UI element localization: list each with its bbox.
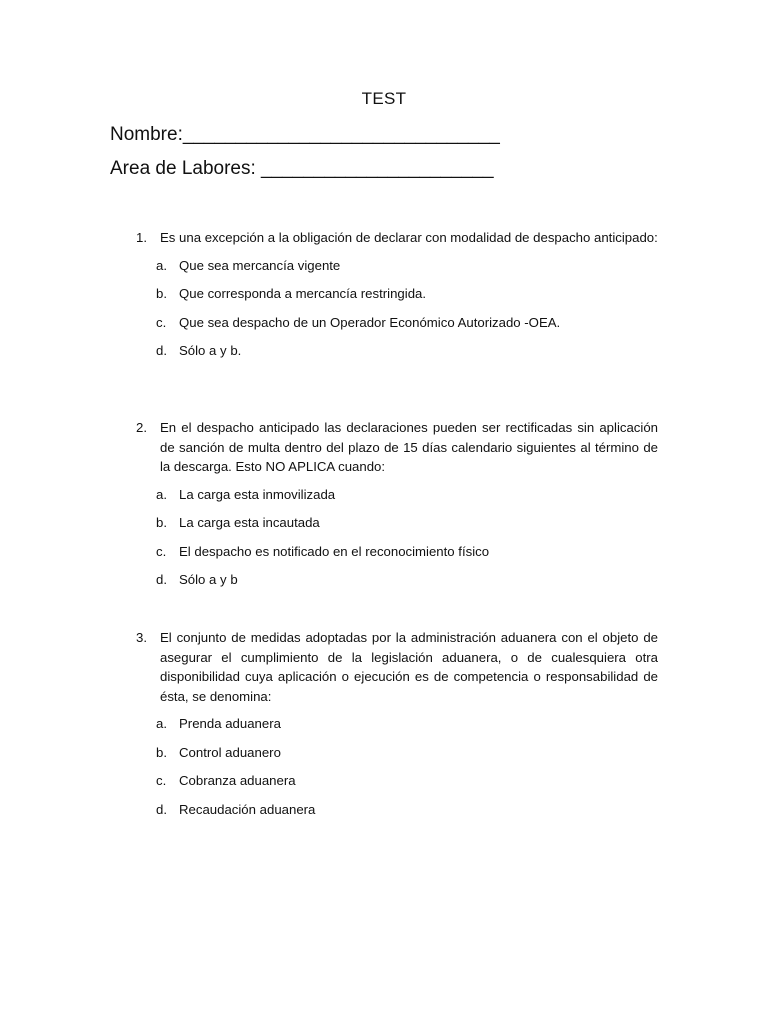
option-c	[156, 313, 658, 342]
option-b	[156, 284, 658, 313]
option-text: Sólo a y b	[179, 572, 238, 588]
question-stem	[136, 418, 658, 477]
option-text: Que sea despacho de un Operador Económico Autorizado -OEA.	[179, 314, 561, 330]
option-letter: c.	[156, 773, 167, 789]
question-number: 2.	[136, 420, 147, 435]
option-list	[136, 485, 658, 599]
option-b	[156, 513, 658, 542]
option-text: Sólo a y b.	[179, 343, 242, 359]
question-text: En el despacho anticipado las declaraciones pueden ser rectificadas sin aplicación de sanción de multa dentro del plazo de 15 días calendario siguientes al término de la descarga. Esto NO APLICA cuando:	[160, 420, 658, 474]
option-letter: c.	[156, 543, 167, 559]
question-text: Es una excepción a la obligación de declarar con modalidad de despacho anticipado:	[160, 230, 658, 245]
option-letter: b.	[156, 515, 167, 531]
option-letter: b.	[156, 286, 167, 302]
question-2	[136, 418, 658, 599]
question-3	[136, 628, 658, 828]
option-c	[156, 771, 658, 800]
question-1	[136, 228, 658, 370]
question-number: 1.	[136, 230, 147, 245]
option-d	[156, 341, 658, 370]
page-title: TEST	[361, 89, 407, 108]
option-text: Control aduanero	[179, 744, 281, 760]
option-letter: a.	[156, 486, 167, 502]
option-letter: a.	[156, 257, 167, 273]
option-letter: d.	[156, 343, 167, 359]
question-stem	[136, 228, 658, 248]
option-text: Prenda aduanera	[179, 716, 281, 731]
option-d	[156, 570, 658, 599]
option-list	[136, 256, 658, 370]
question-text: El conjunto de medidas adoptadas por la administración aduanera con el objeto de asegurar el cumplimiento de la legislación aduanera, o de cualesquiera otra disponibilidad cuya aplicación o ejecución es de competencia o responsabilidad de ésta, se denomina:	[160, 630, 658, 704]
option-a	[156, 485, 658, 514]
option-b	[156, 743, 658, 772]
option-text: Cobranza aduanera	[179, 773, 296, 789]
option-letter: d.	[156, 801, 167, 817]
option-list	[136, 714, 658, 828]
option-a	[156, 714, 658, 743]
option-letter: d.	[156, 572, 167, 588]
option-text: Que corresponda a mercancía restringida.	[179, 286, 427, 302]
option-c	[156, 542, 658, 571]
option-text: La carga esta incautada	[179, 515, 320, 531]
option-text: El despacho es notificado en el reconocimiento físico	[179, 543, 490, 559]
option-letter: b.	[156, 744, 167, 760]
option-a	[156, 256, 658, 285]
option-letter: a.	[156, 716, 167, 731]
question-number: 3.	[136, 630, 147, 645]
option-letter: c.	[156, 314, 167, 330]
question-stem	[136, 628, 658, 706]
option-text: Que sea mercancía vigente	[179, 257, 341, 273]
name-field: Nombre:______________________________	[110, 124, 500, 145]
option-text: La carga esta inmovilizada	[179, 486, 336, 502]
option-d	[156, 800, 658, 829]
work-area-field: Area de Labores: ______________________	[110, 158, 494, 179]
option-text: Recaudación aduanera	[179, 801, 316, 817]
